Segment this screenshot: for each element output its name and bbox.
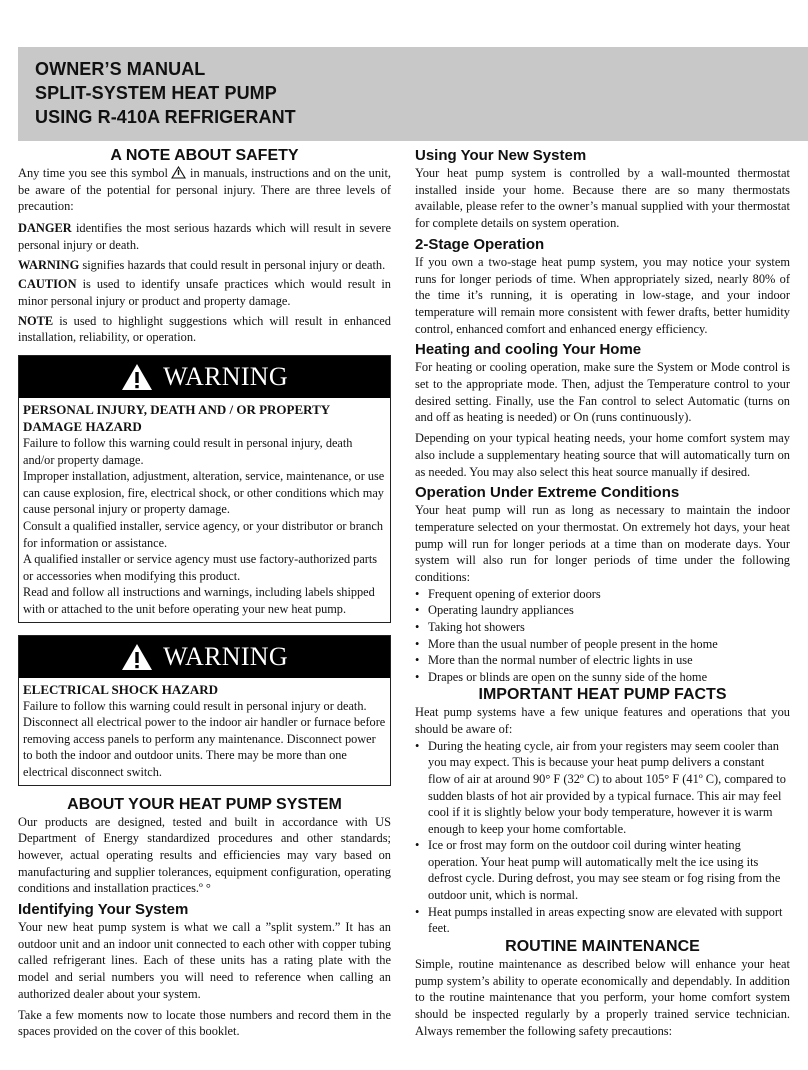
list-item: • More than the normal number of electric lights in use bbox=[415, 652, 790, 669]
maintenance-heading: ROUTINE MAINTENANCE bbox=[505, 937, 700, 955]
using-heading: Using Your New System bbox=[415, 147, 587, 164]
using-text: Your heat pump system is controlled by a wall-mounted thermostat installed inside your home. Because there are so many thermostats available, please refer to the owner’s manual supplied with your thermostat for complete details on system operation. bbox=[415, 166, 790, 231]
safety-heading: A NOTE ABOUT SAFETY bbox=[110, 147, 299, 164]
warning-title: WARNING bbox=[163, 641, 288, 671]
list-item: • Heat pumps installed in areas expecting snow are elevated with support feet. bbox=[415, 904, 790, 937]
title-banner bbox=[18, 47, 808, 141]
two-stage-text: If you own a two-stage heat pump system, you may notice your system runs for longer periods of time. When appropriately sized, nearly 80% of the time it’s running, it is operating in low-stage, and your indoor temperature will remain more consistent with fewer drafts, better humidity control, enhanced comfort and enhanced energy efficiency. bbox=[415, 254, 790, 336]
safety-intro: Any time you see this symbol in manuals, instructions and on the unit, be aware of the potential for personal injury. There are three levels of precaution: bbox=[18, 166, 391, 214]
about-text: Our products are designed, tested and built in accordance with US Department of Energy standardized procedures and other standards; however, actual operating results and efficiencies may vary based on manufacturing and supplier tolerances, equipment configuration, operating conditions and installation practices.º ° bbox=[18, 814, 391, 896]
extreme-conditions-list bbox=[415, 586, 790, 686]
warning-box-electrical bbox=[18, 635, 391, 786]
warning-title: WARNING bbox=[163, 362, 288, 392]
warning-triangle-icon bbox=[121, 643, 153, 671]
warning-text: A qualified installer or service agency must use factory-authorized parts or accessories when modifying this product. bbox=[23, 552, 378, 583]
warning-header bbox=[19, 636, 390, 678]
safety-alert-icon bbox=[171, 166, 186, 179]
facts-list bbox=[415, 738, 790, 937]
extreme-heading: Operation Under Extreme Conditions bbox=[415, 484, 680, 502]
list-item: • Ice or frost may form on the outdoor coil during winter heating operation. Your heat pump will automatically melt the ice using its defrost cycle. During defrost, you may see steam or fog rising from the outdoor unit, which is normal. bbox=[415, 837, 790, 903]
warning-def: WARNING signifies hazards that could result in personal injury or death. bbox=[18, 257, 386, 272]
warning-triangle-icon bbox=[121, 363, 153, 391]
warning-text: Consult a qualified installer, service agency, or your distributor or branch for information or assistance. bbox=[23, 519, 383, 550]
maintenance-text: Simple, routine maintenance as described below will enhance your heat pump system’s ability to operate economically and dependably. In addition to the routine maintenance that you perform, your home comfort system should be inspected regularly by a properly trained service technician. Always remember the following safety precautions: bbox=[415, 956, 790, 1038]
warning-box-personal-injury bbox=[18, 355, 391, 623]
list-item: • Taking hot showers bbox=[415, 619, 790, 636]
banner-line-1: OWNER’S MANUAL bbox=[35, 59, 206, 79]
hazard-title: ELECTRICAL SHOCK HAZARD bbox=[23, 681, 219, 697]
about-heading: ABOUT YOUR HEAT PUMP SYSTEM bbox=[67, 795, 342, 813]
warning-header bbox=[19, 356, 390, 398]
identifying-heading: Identifying Your System bbox=[18, 901, 189, 919]
danger-def: DANGER identifies the most serious hazards which will result in severe personal injury or death. bbox=[18, 221, 391, 252]
warning-text: Improper installation, adjustment, alteration, service, maintenance, or use can cause explosion, fire, electrical shock, or other conditions which may cause personal injury or property damage. bbox=[23, 469, 385, 517]
warning-text: Read and follow all instructions and warnings, including labels shipped with or attached to the unit before operating your new heat pump. bbox=[23, 585, 375, 616]
left-column bbox=[18, 146, 391, 1040]
heating-cooling-text: For heating or cooling operation, make sure the System or Mode control is set to the appropriate mode. Then, adjust the Temperature control to your desired setting. Finally, use the Fan control to select Automatic (turns on and off as heating is needed) or On (runs continuously). bbox=[415, 360, 790, 425]
warning-text: Failure to follow this warning could result in personal injury, death and/or property damage. bbox=[23, 436, 353, 467]
banner-line-3: USING R-410A REFRIGERANT bbox=[35, 107, 296, 127]
list-item: • Frequent opening of exterior doors bbox=[415, 586, 790, 603]
banner-line-2: SPLIT-SYSTEM HEAT PUMP bbox=[35, 83, 277, 103]
list-item: • During the heating cycle, air from your registers may seem cooler than you may expect. This is because your heat pump delivers a constant flow of air at around 90° F (32º C) to about 105° F (41º C), compared to sudden blasts of hot air provided by a typical furnace. This air may feel cool if it is slightly below your body temperature, however it is warm enough to keep your home comfortable. bbox=[415, 738, 790, 838]
list-item: • Operating laundry appliances bbox=[415, 602, 790, 619]
heating-cooling-text: Depending on your typical heating needs, your home comfort system may also include a supplementary heating source that will automatically turn on as needed. You may also select this heat source manually if desired. bbox=[415, 431, 790, 479]
extreme-text: Your heat pump will run as long as necessary to maintain the indoor temperature selected on your thermostat. On extremely hot days, your heat pump will run for longer periods at a time than on moderate days. Your system will also run for longer periods of time under the following conditions: bbox=[415, 503, 790, 585]
heating-cooling-heading: Heating and cooling Your Home bbox=[415, 341, 642, 359]
caution-def: CAUTION is used to identify unsafe practices which would result in minor personal injury or product and property damage. bbox=[18, 277, 391, 308]
warning-text: Failure to follow this warning could result in personal injury or death. bbox=[23, 698, 367, 713]
two-stage-heading: 2-Stage Operation bbox=[415, 235, 545, 253]
facts-heading: IMPORTANT HEAT PUMP FACTS bbox=[478, 686, 727, 704]
list-item: • Drapes or blinds are open on the sunny side of the home bbox=[415, 669, 790, 686]
warning-text: Disconnect all electrical power to the indoor air handler or furnace before removing access panels to perform any maintenance. Disconnect power to both the indoor and outdoor units. There may be more than one electrical disconnect switch. bbox=[23, 715, 386, 779]
identifying-text: Your new heat pump system is what we call a ”split system.” It has an outdoor unit and an indoor unit connected to each other with copper tubing called refrigerant lines. Each of these units has a rating plate with the model and serial numbers you will need to reference when calling an authorized dealer about your system. bbox=[18, 920, 391, 1001]
note-def: NOTE is used to highlight suggestions which will result in enhanced installation, reliability, or operation. bbox=[18, 313, 391, 345]
identifying-text: Take a few moments now to locate those numbers and record them in the spaces provided on the cover of this booklet. bbox=[18, 1007, 391, 1039]
hazard-title: PERSONAL INJURY, DEATH AND / OR PROPERTY DAMAGE HAZARD bbox=[23, 402, 330, 435]
right-column bbox=[415, 146, 790, 1039]
facts-text: Heat pump systems have a few unique features and operations that you should be aware of: bbox=[415, 705, 790, 737]
list-item: • More than the usual number of people present in the home bbox=[415, 636, 790, 653]
